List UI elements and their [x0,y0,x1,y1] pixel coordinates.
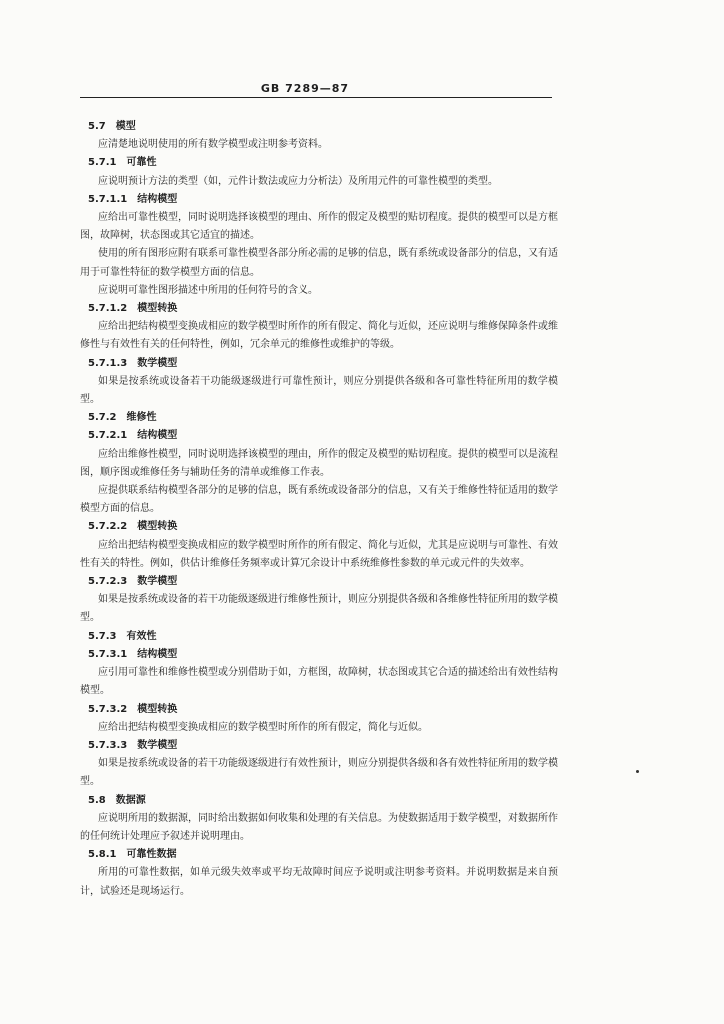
paragraph: 应说明可靠性图形描述中所用的任何符号的含义。 [98,284,318,296]
section-title: 数据源 [115,794,146,806]
section-heading [80,191,558,209]
section-number: 5.8 [88,794,106,806]
paragraph: 如果是按系统或设备的若干功能级逐级进行有效性预计，则应分别提供各级和各有效性特征所用的数学模型。 [80,758,558,788]
section-number: 5.7 [88,121,106,132]
section-number: 5.7.2.3 [88,576,128,588]
section-title: 数学模型 [137,739,178,751]
section-title: 模型转换 [137,703,178,715]
section-title: 可靠性 [126,157,157,169]
section-title: 模型转换 [137,303,178,315]
section-heading [80,573,558,591]
section-title: 数学模型 [137,576,178,588]
paragraph: 使用的所有图形应附有联系可靠性模型各部分所必需的足够的信息，既有系统或设备部分的信息，又有适用于可靠性特征的数学模型方面的信息。 [80,248,558,278]
section-number: 5.7.1 [88,157,117,169]
section-number: 5.7.2.2 [88,521,128,533]
section-heading [80,646,558,664]
section-title: 模型 [115,121,136,132]
section-title: 模型转换 [137,521,178,533]
paragraph: 如果是按系统或设备若干功能级逐级进行可靠性预计，则应分别提供各级和各可靠性特征所用的数学模型。 [80,375,558,406]
paragraph: 所用的可靠性数据，如单元级失效率或平均无故障时间应予说明或注明参考资料。并说明数据是来自预计，试验还是现场运行。 [80,867,558,897]
paragraph: 如果是按系统或设备的若干功能级逐级进行维修性预计，则应分别提供各级和各维修性特征所用的数学模型。 [80,594,558,624]
paragraph: 应给出把结构模型变换成相应的数学模型时所作的所有假定、简化与近似，还应说明与维修保障条件或维修性与有效性有关的任何特性，例如，冗余单元的维修性或维护的等级。 [80,321,558,351]
paragraph: 应说明预计方法的类型（如，元件计数法或应力分析法）及所用元件的可靠性模型的类型。 [98,175,498,187]
section-heading [80,427,558,445]
section-heading [80,737,558,755]
section-heading [80,846,558,864]
section-number: 5.7.1.1 [88,193,128,205]
paragraph: 应给出可靠性模型，同时说明选择该模型的理由、所作的假定及模型的贴切程度。提供的模型可以是方框图，故障树，状态图或其它适宜的描述。 [80,212,558,242]
section-title: 可靠性数据 [126,849,177,861]
paragraph: 应说明所用的数据源，同时给出数据如何收集和处理的有关信息。为使数据适用于数学模型，对数据所作的任何统计处理应予叙述并说明理由。 [80,812,558,842]
section-heading [80,300,558,318]
section-number: 5.8.1 [88,849,117,861]
section-number: 5.7.3.1 [88,648,128,660]
header-rule [80,97,552,98]
paragraph: 应提供联系结构模型各部分的足够的信息，既有系统或设备部分的信息，又有关于维修性特征适用的数学模型方面的信息。 [80,485,558,515]
section-number: 5.7.3.3 [88,739,128,751]
section-number: 5.7.3.2 [88,703,128,715]
paragraph: 应给出把结构模型变换成相应的数学模型时所作的所有假定、简化与近似，尤其是应说明与可靠性、有效性有关的特性。例如，供估计维修任务频率或计算冗余设计中系统维修性参数的单元或元件的失效率。 [80,539,558,569]
section-heading [80,355,558,373]
section-title: 结构模型 [137,430,178,442]
paragraph: 应给出维修性模型，同时说明选择该模型的理由，所作的假定及模型的贴切程度。提供的模型可以是流程图，顺序图或维修任务与辅助任务的清单或维修工作表。 [80,448,558,478]
section-number: 5.7.2 [88,412,117,424]
section-number: 5.7.1.2 [88,303,128,315]
paragraph: 应清楚地说明使用的所有数学模型或注明参考资料。 [98,139,328,151]
section-heading [80,409,558,427]
section-title: 结构模型 [137,648,178,660]
section-number: 5.7.1.3 [88,357,128,369]
standard-code-header: GB 7289—87 [260,82,350,95]
section-heading [80,118,558,136]
scan-speck [636,770,639,773]
section-heading [80,701,558,719]
paragraph: 应引用可靠性和维修性模型或分别借助于如，方框图，故障树，状态图或其它合适的描述给出有效性结构模型。 [80,667,558,697]
section-number: 5.7.3 [88,630,117,642]
section-title: 维修性 [126,412,157,424]
document-body [80,118,558,901]
section-title: 数学模型 [137,357,178,369]
section-title: 有效性 [126,630,157,642]
section-heading [80,792,558,810]
section-number: 5.7.2.1 [88,430,128,442]
section-heading [80,518,558,536]
section-title: 结构模型 [137,193,178,205]
paragraph: 应给出把结构模型变换成相应的数学模型时所作的所有假定，简化与近似。 [98,721,428,733]
section-heading [80,154,558,172]
section-heading [80,628,558,646]
